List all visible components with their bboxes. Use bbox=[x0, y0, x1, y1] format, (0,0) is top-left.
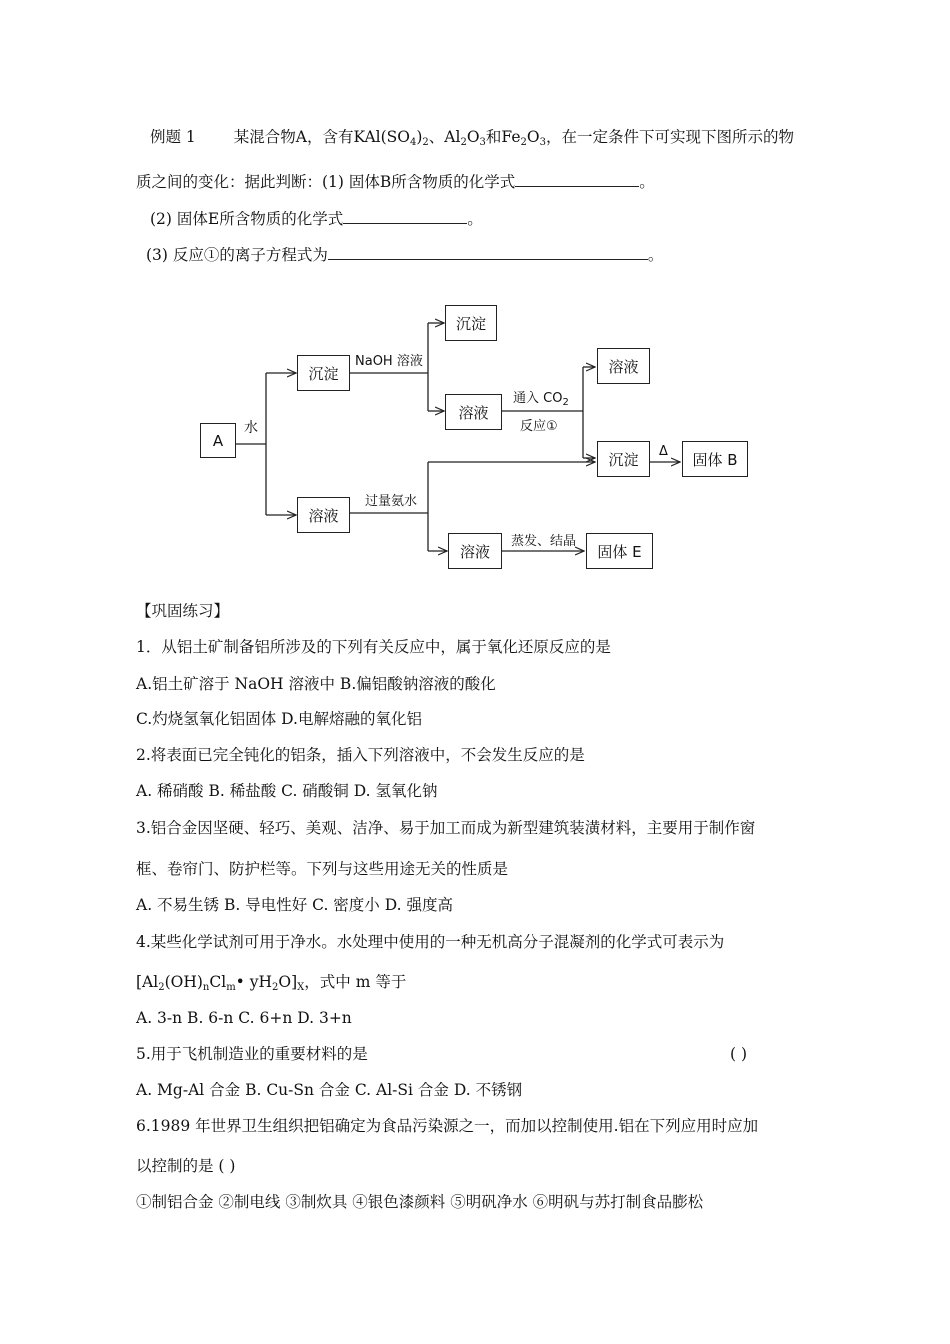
question-4-line-1: 4.某些化学试剂可用于净水。水处理中使用的一种无机高分子混凝剂的化学式可表示为 bbox=[136, 933, 725, 951]
diagram-box-precipitate-3: 沉淀 bbox=[597, 441, 650, 477]
question-4-formula: [$Al_2(OH)_nCl_m•$ $yH_2O]_X$，式中 m 等于 bbox=[136, 973, 407, 993]
diagram-box-solid-e: 固体 E bbox=[586, 533, 653, 569]
diagram-box-solution-2: 溶液 bbox=[445, 394, 502, 430]
example-label: 例题 1 bbox=[150, 128, 196, 146]
practice-heading: 【巩固练习】 bbox=[136, 602, 230, 620]
label-co2: 通入 $CO_2$ bbox=[513, 391, 569, 408]
label-heating: Δ bbox=[659, 444, 668, 459]
question-6-line-2: 以控制的是 ( ) bbox=[136, 1157, 236, 1175]
question-1-options-ab: A.铝土矿溶于 NaOH 溶液中 B.偏铝酸钠溶液的酸化 bbox=[136, 675, 496, 693]
example-question-2: (2) 固体E所含物质的化学式 。 bbox=[150, 207, 483, 229]
question-4-options: A. 3-n B. 6-n C. 6+n D. 3+n bbox=[136, 1009, 352, 1027]
question-2-options: A. 稀硝酸 B. 稀盐酸 C. 硝酸铜 D. 氢氧化钠 bbox=[136, 782, 438, 800]
diagram-box-solution-1: 溶液 bbox=[297, 497, 350, 533]
diagram-box-solid-b: 固体 B bbox=[682, 441, 748, 477]
example-question-3: (3) 反应①的离子方程式为 。 bbox=[146, 243, 663, 265]
question-1: 1．从铝土矿制备铝所涉及的下列有关反应中，属于氧化还原反应的是 bbox=[136, 638, 611, 656]
question-2: 2.将表面已完全钝化的铝条，插入下列溶液中，不会发生反应的是 bbox=[136, 746, 585, 764]
label-reaction-1: 反应① bbox=[520, 419, 558, 434]
question-3-line-2: 框、卷帘门、防护栏等。下列与这些用途无关的性质是 bbox=[136, 860, 509, 878]
label-excess-ammonia: 过量氨水 bbox=[365, 494, 418, 509]
question-6-options: ①制铝合金 ②制电线 ③制炊具 ④银色漆颜料 ⑤明矾净水 ⑥明矾与苏打制食品膨松 bbox=[136, 1193, 704, 1211]
question-5-answer-paren[interactable]: ( ) bbox=[730, 1045, 748, 1063]
label-water: 水 bbox=[244, 420, 258, 436]
diagram-box-solution-4: 溶液 bbox=[448, 533, 502, 569]
diagram-box-solution-3: 溶液 bbox=[597, 348, 650, 384]
label-evaporate-crystallize: 蒸发、结晶 bbox=[511, 534, 577, 549]
question-3-options: A. 不易生锈 B. 导电性好 C. 密度小 D. 强度高 bbox=[136, 896, 453, 914]
example-line-1: 例题 1 某混合物A，含有$KAl(SO_4)_2$、$Al_2O_3$和$Fe_2O_3$，在一定条件下可实现下图所示的物 bbox=[150, 128, 794, 148]
diagram-box-a: A bbox=[200, 423, 236, 458]
question-6-line-1: 6.1989 年世界卫生组织把铝确定为食品污染源之一，而加以控制使用.铝在下列应用时应加 bbox=[136, 1117, 759, 1135]
question-5: 5.用于飞机制造业的重要材料的是 bbox=[136, 1045, 368, 1063]
question-5-options: A. Mg-Al 合金 B. Cu-Sn 合金 C. Al-Si 合金 D. 不锈钢 bbox=[136, 1081, 523, 1099]
question-1-options-cd: C.灼烧氢氧化铝固体 D.电解熔融的氧化铝 bbox=[136, 710, 422, 728]
example-line-2: 质之间的变化：据此判断：(1) 固体B所含物质的化学式 。 bbox=[136, 170, 655, 192]
question-3-line-1: 3.铝合金因坚硬、轻巧、美观、洁净、易于加工而成为新型建筑装潢材料，主要用于制作窗 bbox=[136, 819, 756, 837]
diagram-box-precipitate-2: 沉淀 bbox=[445, 305, 497, 341]
diagram-box-precipitate-1: 沉淀 bbox=[297, 355, 350, 391]
label-naoh-solution: NaOH 溶液 bbox=[355, 354, 423, 369]
